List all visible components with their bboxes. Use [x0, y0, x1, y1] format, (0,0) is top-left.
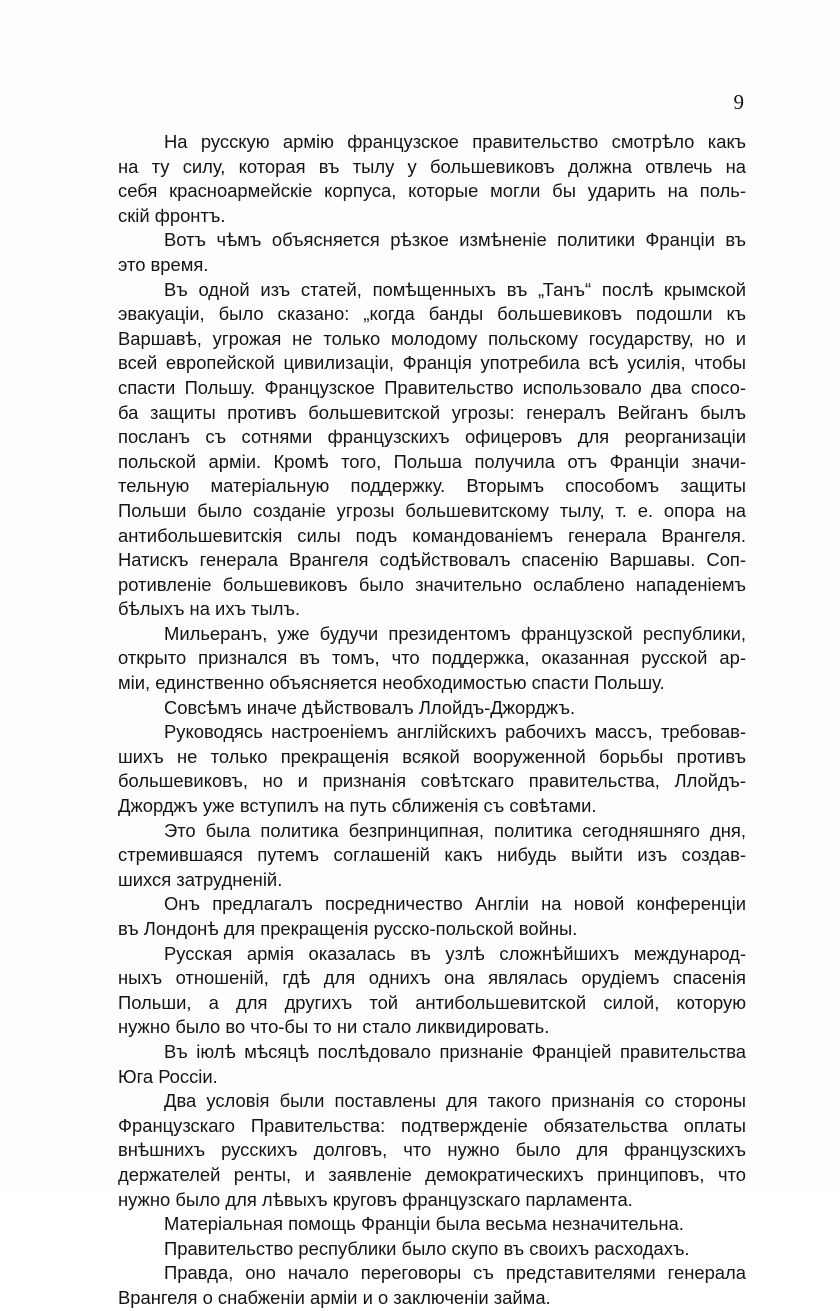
text-line: спасти Польшу. Французское Правительство использовало два спосо- [118, 376, 746, 398]
text-line: ныхъ отношеній, гдѣ для однихъ она являлась орудіемъ спасенія [118, 967, 746, 989]
text-line: Варшавѣ, угрожая не только молодому польскому государству, но и [118, 327, 746, 349]
text-line: Это была политика безпринципная, политика сегодняшняго дня, [164, 819, 746, 841]
text-line: посланъ съ сотнями французскихъ офицеровъ для реорганизаціи [118, 426, 746, 448]
text-line: міи, единственно объясняется необходимостью спасти Польшу. [118, 672, 665, 694]
text-line: Матеріальная помощь Франціи была весьма незначительна. [164, 1213, 684, 1235]
text-line: на ту силу, которая въ тылу у большевиковъ должна отвлечь на [118, 155, 746, 177]
text-line: Вотъ чѣмъ объясняется рѣзкое измѣненіе политики Франціи въ [164, 229, 746, 251]
text-line: Правда, оно начало переговоры съ представителями генерала [164, 1262, 746, 1284]
text-line: шихъ не только прекращенія всякой вооруженной борьбы противъ [118, 745, 746, 767]
text-line: Мильеранъ, уже будучи президентомъ французской республики, [164, 622, 746, 644]
text-line: Натискъ генерала Врангеля содѣйствовалъ спасенію Варшавы. Соп- [118, 549, 746, 571]
text-line: держателей ренты, и заявленіе демократическихъ принциповъ, что [118, 1163, 746, 1185]
text-line: себя красноармейскіе корпуса, которые могли бы ударить на поль- [118, 180, 746, 202]
text-line: это время. [118, 253, 209, 275]
text-line: Джорджъ уже вступилъ на путь сближенія съ совѣтами. [118, 795, 597, 817]
text-line: польской арміи. Кромѣ того, Польша получила отъ Франціи значи- [118, 450, 746, 472]
text-line: въ Лондонѣ для прекращенія русско-польской войны. [118, 918, 578, 939]
text-line: Правительство республики было скупо въ своихъ расходахъ. [164, 1237, 690, 1259]
text-line: эвакуаціи, было сказано: „когда банды большевиковъ подошли къ [118, 303, 746, 325]
text-line: стремившаяся путемъ соглашеній какъ нибудь выйти изъ создав- [118, 844, 746, 866]
text-line: шихся затрудненій. [118, 868, 283, 890]
text-line: Въ іюлѣ мѣсяцѣ послѣдовало признаніе Франціей правительства [164, 1040, 746, 1062]
text-line: внѣшнихъ русскихъ долговъ, что нужно было для французскихъ [118, 1139, 746, 1161]
body-text [118, 130, 746, 1311]
text-line: всей европейской цивилизаціи, Франція употребила всѣ усилія, чтобы [118, 352, 746, 374]
text-line: Русская армія оказалась въ узлѣ сложнѣйшихъ международ- [164, 942, 746, 964]
text-line: Руководясь настроеніемъ англійскихъ рабочихъ массъ, требовав- [164, 721, 746, 743]
text-line: Онъ предлагалъ посредничество Англіи на новой конференціи [164, 893, 746, 915]
text-line: Французскаго Правительства: подтвержденіе обязательства оплаты [118, 1114, 746, 1136]
text-line: На русскую армію французское правительство смотрѣло какъ [164, 131, 746, 152]
text-line: нужно было для лѣвыхъ круговъ французскаго парламента. [118, 1188, 633, 1210]
text-line: скій фронтъ. [118, 204, 226, 226]
page-number: 9 [733, 90, 744, 114]
text-line: ротивленіе большевиковъ было значительно ослаблено нападеніемъ [118, 573, 746, 595]
text-line: тельную матеріальную поддержку. Вторымъ способомъ защиты [118, 475, 746, 497]
text-line: Врангеля о снабженіи арміи и о заключеніи займа. [118, 1286, 551, 1308]
text-line: Совсѣмъ иначе дѣйствовалъ Ллойдъ-Джорджъ. [164, 696, 576, 718]
text-line: Два условія были поставлены для такого признанія со стороны [164, 1090, 746, 1112]
text-line: нужно было во что-бы то ни стало ликвидировать. [118, 1016, 550, 1038]
text-line: антибольшевитскія силы подъ командованіемъ генерала Врангеля. [118, 524, 746, 546]
text-line: бѣлыхъ на ихъ тылъ. [118, 598, 301, 620]
text-line: Въ одной изъ статей, помѣщенныхъ въ „Танъ“ послѣ крымской [164, 278, 746, 300]
text-line: Юга Россіи. [118, 1065, 218, 1087]
text-line: ба защиты противъ большевитской угрозы: генералъ Вейганъ былъ [118, 401, 746, 423]
text-line: Польши было созданіе угрозы большевитскому тылу, т. е. опора на [118, 499, 746, 521]
text-line: большевиковъ, но и признанія совѣтскаго правительства, Ллойдъ- [118, 770, 746, 792]
text-line: Польши, а для другихъ той антибольшевитской силой, которую [118, 991, 746, 1013]
text-line: открыто признался въ томъ, что поддержка, оказанная русской ар- [118, 647, 746, 669]
